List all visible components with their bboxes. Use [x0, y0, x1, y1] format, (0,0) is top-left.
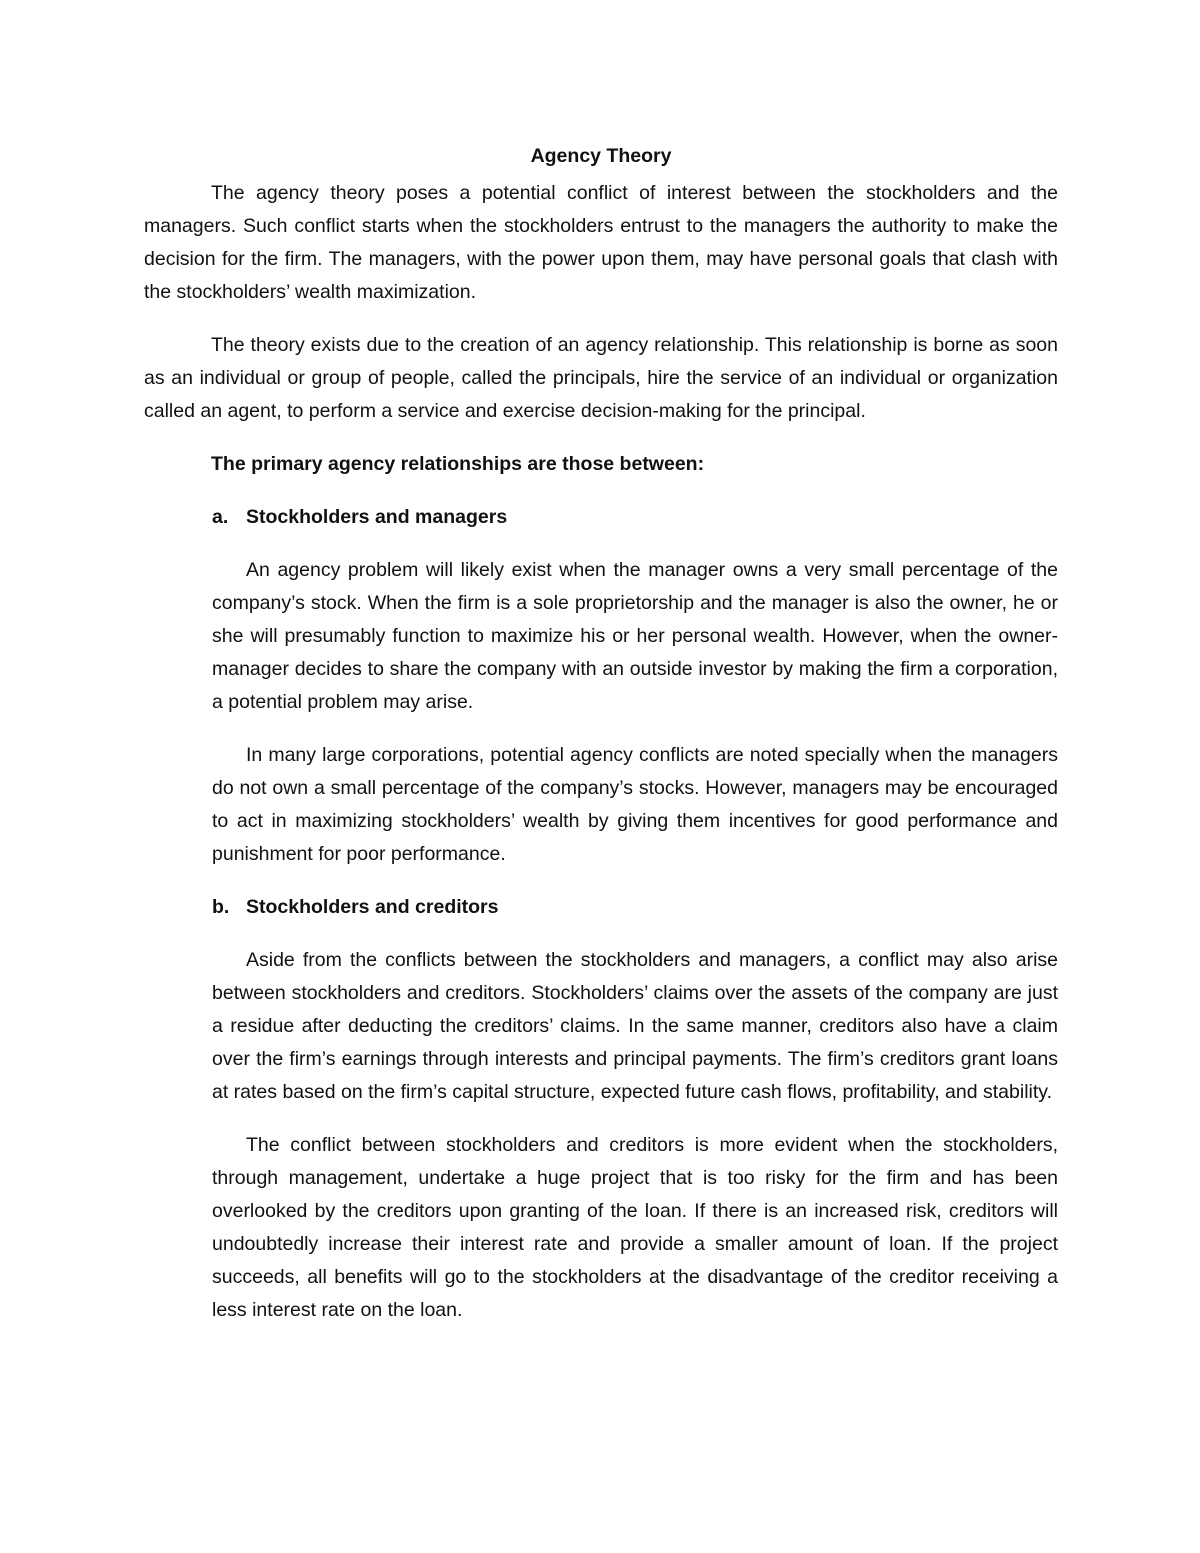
section-a-marker: a.: [212, 506, 229, 528]
section-b-paragraph-2: The conflict between stockholders and creditors is more evident when the stockholders, through management, undertake a huge project that is too risky for the firm and has been overlooked by the creditors upon granting of the loan. If there is an increased risk, creditors will undoubtedly increase their interest rate and provide a smaller amount of loan. If the project succeeds, all benefits will go to the stockholders at the disadvantage of the creditor receiving a less interest rate on the loan.: [212, 1134, 1058, 1321]
section-b-heading: [212, 891, 1058, 924]
section-a-paragraph-2: In many large corporations, potential agency conflicts are noted specially when the managers do not own a small percentage of the company’s stocks. However, managers may be encouraged to act in maximizing stockholders’ wealth by giving them incentives for good performance and punishment for poor performance.: [212, 744, 1058, 865]
section-b-body: [212, 944, 1058, 1327]
paragraph-agency-theory-intro: The agency theory poses a potential conflict of interest between the stockholders and the managers. Such conflict starts when the stockholders entrust to the managers the authority to make the decision for the firm. The managers, with the power upon them, may have personal goals that clash with the stockholders’ wealth maximization.: [144, 182, 1058, 303]
section-b-paragraph-1: Aside from the conflicts between the stockholders and managers, a conflict may also arise between stockholders and creditors. Stockholders’ claims over the assets of the company are just a residue after deducting the creditors’ claims. In the same manner, creditors also have a claim over the firm’s earnings through interests and principal payments. The firm’s creditors grant loans at rates based on the firm’s capital structure, expected future cash flows, profitability, and stability.: [212, 949, 1058, 1103]
section-a-body: [212, 554, 1058, 871]
section-a-paragraph-1: An agency problem will likely exist when the manager owns a very small percentage of the company’s stock. When the firm is a sole proprietorship and the manager is also the owner, he or she will presumably function to maximize his or her personal wealth. However, when the owner-manager decides to share the company with an outside investor by making the firm a corporation, a potential problem may arise.: [212, 559, 1058, 713]
section-b-title: Stockholders and creditors: [246, 896, 499, 918]
page-title: Agency Theory: [530, 145, 672, 167]
section-intro-heading: The primary agency relationships are those between:: [211, 453, 705, 475]
document-body: [144, 140, 1058, 1347]
section-b-marker: b.: [212, 896, 230, 918]
paragraph-agency-relationship: The theory exists due to the creation of an agency relationship. This relationship is borne as soon as an individual or group of people, called the principals, hire the service of an individual or organization called an agent, to perform a service and exercise decision-making for the principal.: [144, 334, 1058, 422]
section-a-title: Stockholders and managers: [246, 506, 508, 528]
section-a-heading: [212, 501, 1058, 534]
